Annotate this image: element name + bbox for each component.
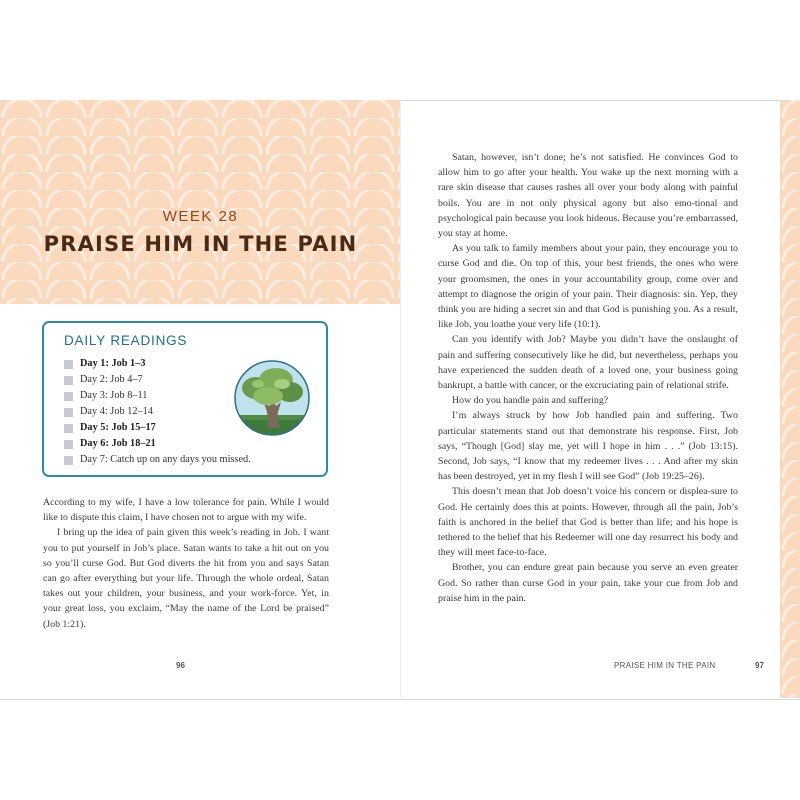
reading-item-day-2 — [64, 372, 251, 388]
tree-icon — [234, 360, 310, 436]
reading-label: Day 3: Job 8–11 — [80, 390, 148, 401]
body-paragraph: As you talk to family members about your pain, they encourage you to curse God and die. On top of this, your best friends, the ones who were your groomsmen, the ones in your accountability group, come over and attempt to diagnose the origin of your pain. Their diagnosis: sin. Yep, they think you are hiding a secret sin and that God is punishing you. As a result, like Job, you loathe your very life (10:1). — [438, 243, 738, 331]
running-head: PRAISE HIM IN THE PAIN — [614, 661, 716, 670]
body-paragraph: Satan, however, isn’t done; he’s not satisfied. He convinces God to allow him to go after your health. You wake up the next morning with a rare skin disease that causes rashes all over your body along with painful boils. You are in not only physical agony but also emo-tional and psychological pain because you look hideous. Because you’re embarrassed, you stay at home. — [438, 152, 738, 240]
left-page-body — [43, 495, 329, 632]
checkbox-icon — [64, 456, 73, 465]
week-label: WEEK 28 — [162, 208, 239, 225]
body-paragraph: I’m always struck by how Job handled pain and suffering. Two particular statements stand out that demonstrate his response. First, Job says, “Though [God] slay me, yet will I hope in him . . .” (Job 13:15). Second, Job says, “I know that my redeemer lives . . . And after my skin has been destroyed, yet in my flesh I will see God” (Job 19:25–26). — [438, 410, 738, 483]
reading-label: Day 1: Job 1–3 — [80, 358, 146, 369]
checkbox-icon — [64, 376, 73, 385]
body-paragraph: Brother, you can endure great pain because you serve an even greater God. So rather than curse God in your pain, take your cue from Job and praise him in the pain. — [438, 562, 738, 604]
reading-label: Day 4: Job 12–14 — [80, 406, 153, 417]
reading-label: Day 7: Catch up on any days you missed. — [80, 454, 251, 465]
reading-label: Day 2: Job 4–7 — [80, 374, 143, 385]
body-paragraph: Can you identify with Job? Maybe you didn’t have the onslaught of pain and suffering consecutively like he did, but nevertheless, perhaps you have experienced the sudden death of a loved one, your business going bankrupt, a battle with cancer, or the excruciating pain of relational strife. — [438, 334, 738, 392]
checkbox-icon — [64, 440, 73, 449]
page-gutter — [400, 100, 401, 698]
reading-item-day-4 — [64, 404, 251, 420]
body-paragraph: According to my wife, I have a low tolerance for pain. While I would like to dispute this claim, I have chosen not to argue with my wife. — [43, 497, 329, 524]
decorative-edge-strip — [780, 100, 800, 698]
body-paragraph: This doesn’t mean that Job doesn’t voice his concern or displea-sure to God. He certainly does this at points. However, through all the pain, Job’s faith is anchored in the belief that God is better than life; and his hope is tethered to the belief that his Redeemer will one day resurrect his body and they will meet face-to-face. — [438, 486, 738, 559]
checkbox-icon — [64, 360, 73, 369]
left-page-number: 96 — [176, 661, 185, 670]
body-paragraph: How do you handle pain and suffering? — [452, 395, 609, 407]
right-page-number: 97 — [755, 661, 764, 670]
chapter-header-band — [0, 100, 401, 304]
daily-readings-box — [42, 321, 328, 477]
reading-item-day-3 — [64, 388, 251, 404]
reading-label: Day 6: Job 18–21 — [80, 438, 156, 449]
reading-item-day-1 — [64, 356, 251, 372]
reading-label: Day 5: Job 15–17 — [80, 422, 156, 433]
reading-item-day-6 — [64, 436, 251, 452]
body-paragraph: I bring up the idea of pain given this week’s reading in Job. I want you to put yourself in Job’s place. Satan wants to take a hit out on you so you’ll curse God. But God diverts the hit from you and says Satan can go after everything but your life. Through the whole ordeal, Satan takes out your children, your business, and your work-force. Yet, in your great loss, you exclaim, “May the name of the Lord be praised” (Job 1:21). — [43, 527, 329, 630]
checkbox-icon — [64, 424, 73, 433]
daily-readings-list — [64, 356, 251, 468]
checkbox-icon — [64, 392, 73, 401]
daily-readings-title: DAILY READINGS — [64, 333, 188, 348]
right-page-body — [438, 150, 738, 606]
reading-item-day-5 — [64, 420, 251, 436]
chapter-title: PRAISE HIM IN THE PAIN — [43, 232, 358, 256]
reading-item-day-7 — [64, 452, 251, 468]
checkbox-icon — [64, 408, 73, 417]
